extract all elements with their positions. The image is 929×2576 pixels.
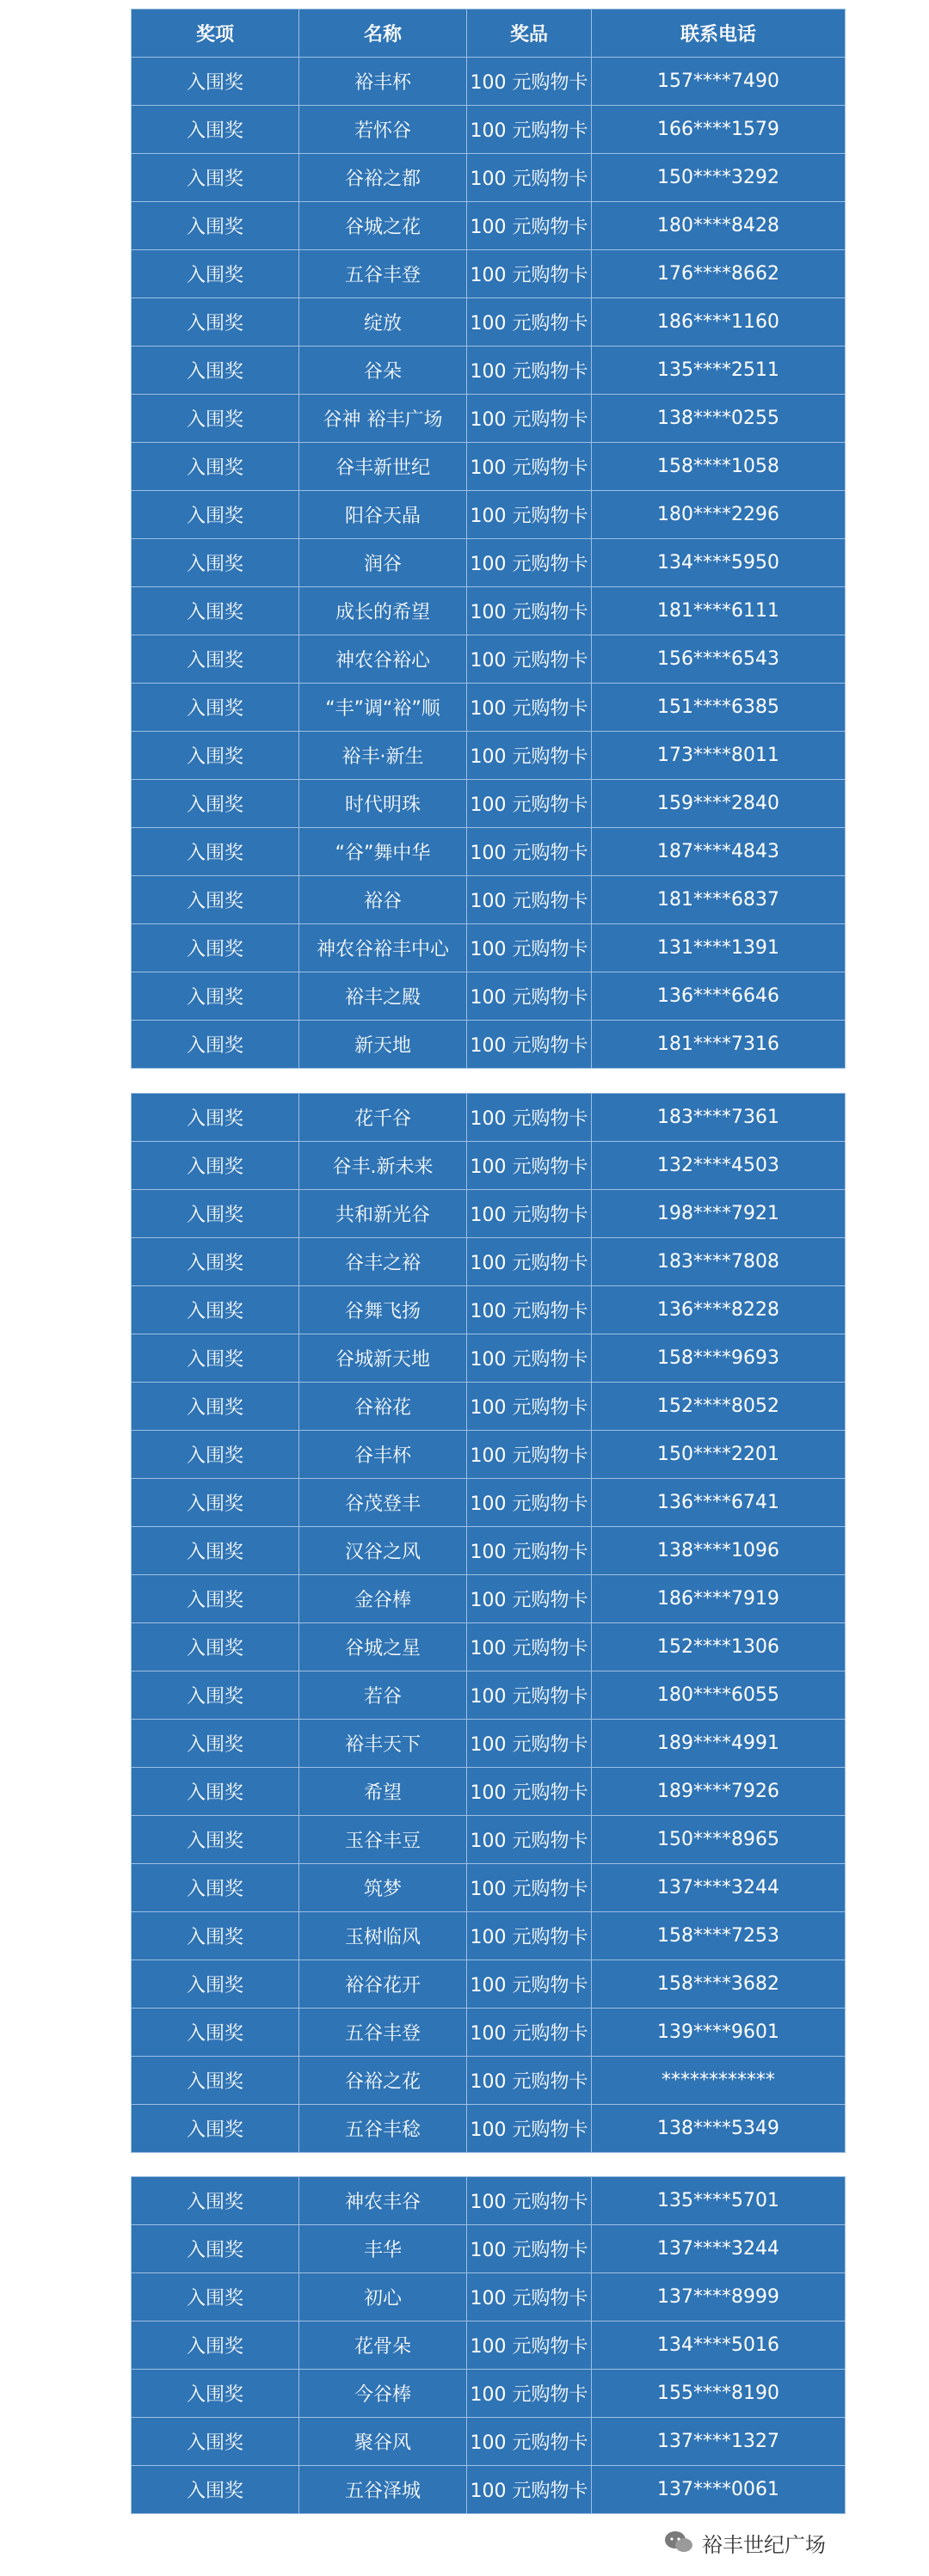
phone-cell: 150****3292 <box>592 154 846 202</box>
header-phone: 联系电话 <box>592 9 846 58</box>
name-cell: 裕丰天下 <box>299 1720 467 1768</box>
prize-cell: 100 元购物卡 <box>467 828 592 876</box>
name-cell: 聚谷风 <box>299 2418 467 2466</box>
name-cell: 谷丰新世纪 <box>299 443 467 491</box>
prize-cell: 100 元购物卡 <box>467 1527 592 1575</box>
phone-cell: 132****4503 <box>592 1142 846 1190</box>
award-cell: 入围奖 <box>132 1527 299 1575</box>
prize-cell: 100 元购物卡 <box>467 1334 592 1383</box>
phone-cell: 176****8662 <box>592 250 846 298</box>
award-cell: 入围奖 <box>132 1190 299 1238</box>
prize-cell: 100 元购物卡 <box>467 1671 592 1720</box>
prize-cell: 100 元购物卡 <box>467 154 592 202</box>
prize-cell: 100 元购物卡 <box>467 539 592 587</box>
table-row <box>132 1021 846 1069</box>
name-cell: 若怀谷 <box>299 106 467 154</box>
prize-cell: 100 元购物卡 <box>467 1479 592 1527</box>
prize-cell: 100 元购物卡 <box>467 2225 592 2273</box>
name-cell: 初心 <box>299 2273 467 2321</box>
prize-cell: 100 元购物卡 <box>467 1720 592 1768</box>
award-cell: 入围奖 <box>132 2177 299 2225</box>
award-cell: 入围奖 <box>132 1623 299 1671</box>
phone-cell: 180****8428 <box>592 202 846 250</box>
name-cell: 花千谷 <box>299 1094 467 1142</box>
table-row <box>132 106 846 154</box>
award-cell: 入围奖 <box>132 2273 299 2321</box>
award-cell: 入围奖 <box>132 58 299 106</box>
prize-cell: 100 元购物卡 <box>467 58 592 106</box>
table-row <box>132 2418 846 2466</box>
name-cell: 谷城之星 <box>299 1623 467 1671</box>
table-row <box>132 587 846 635</box>
phone-cell: 181****6837 <box>592 876 846 924</box>
table-row <box>132 924 846 972</box>
prize-cell: 100 元购物卡 <box>467 2105 592 2153</box>
phone-cell: 186****1160 <box>592 298 846 347</box>
table-row <box>132 972 846 1021</box>
phone-cell: 158****1058 <box>592 443 846 491</box>
name-cell: “谷”舞中华 <box>299 828 467 876</box>
award-cell: 入围奖 <box>132 250 299 298</box>
name-cell: 谷城之花 <box>299 202 467 250</box>
phone-cell: 137****3244 <box>592 2225 846 2273</box>
prize-cell: 100 元购物卡 <box>467 395 592 443</box>
award-cell: 入围奖 <box>132 1021 299 1069</box>
name-cell: 五谷泽城 <box>299 2466 467 2514</box>
table-row <box>132 443 846 491</box>
phone-cell: 183****7361 <box>592 1094 846 1142</box>
phone-cell: 138****0255 <box>592 395 846 443</box>
prize-cell: 100 元购物卡 <box>467 780 592 828</box>
name-cell: 五谷丰稔 <box>299 2105 467 2153</box>
award-cell: 入围奖 <box>132 876 299 924</box>
award-cell: 入围奖 <box>132 1094 299 1142</box>
table-row <box>132 1094 846 1142</box>
phone-cell: 136****6646 <box>592 972 846 1021</box>
phone-cell: 131****1391 <box>592 924 846 972</box>
prize-cell: 100 元购物卡 <box>467 1575 592 1623</box>
award-cell: 入围奖 <box>132 1575 299 1623</box>
phone-cell: 181****6111 <box>592 587 846 635</box>
prize-cell: 100 元购物卡 <box>467 1286 592 1334</box>
table-body <box>132 2177 846 2514</box>
table-row <box>132 1286 846 1334</box>
award-cell: 入围奖 <box>132 1864 299 1912</box>
phone-cell: 136****6741 <box>592 1479 846 1527</box>
award-cell: 入围奖 <box>132 1142 299 1190</box>
award-cell: 入围奖 <box>132 684 299 732</box>
prize-cell: 100 元购物卡 <box>467 1094 592 1142</box>
name-cell: 花骨朵 <box>299 2321 467 2370</box>
phone-cell: 134****5016 <box>592 2321 846 2370</box>
name-cell: 谷城新天地 <box>299 1334 467 1383</box>
table-row <box>132 539 846 587</box>
name-cell: 裕谷 <box>299 876 467 924</box>
prize-cell: 100 元购物卡 <box>467 1912 592 1960</box>
prize-cell: 100 元购物卡 <box>467 2009 592 2057</box>
table-row <box>132 635 846 684</box>
phone-cell: 137****8999 <box>592 2273 846 2321</box>
table-row <box>132 1720 846 1768</box>
name-cell: 若谷 <box>299 1671 467 1720</box>
prize-cell: 100 元购物卡 <box>467 2321 592 2370</box>
prize-cell: 100 元购物卡 <box>467 972 592 1021</box>
prize-cell: 100 元购物卡 <box>467 347 592 395</box>
award-cell: 入围奖 <box>132 347 299 395</box>
name-cell: 共和新光谷 <box>299 1190 467 1238</box>
phone-cell: 137****0061 <box>592 2466 846 2514</box>
table-row <box>132 1575 846 1623</box>
table-row <box>132 1190 846 1238</box>
phone-cell: 166****1579 <box>592 106 846 154</box>
watermark-text: 裕丰世纪广场 <box>702 2532 826 2557</box>
award-cell: 入围奖 <box>132 2370 299 2418</box>
table-header <box>132 9 846 58</box>
table-row <box>132 2321 846 2370</box>
award-cell: 入围奖 <box>132 780 299 828</box>
prize-cell: 100 元购物卡 <box>467 2273 592 2321</box>
table-row <box>132 202 846 250</box>
prize-cell: 100 元购物卡 <box>467 250 592 298</box>
table-body <box>132 58 846 1069</box>
phone-cell: 137****3244 <box>592 1864 846 1912</box>
award-cell: 入围奖 <box>132 491 299 539</box>
phone-cell: 150****8965 <box>592 1816 846 1864</box>
phone-cell: 187****4843 <box>592 828 846 876</box>
prize-cell: 100 元购物卡 <box>467 587 592 635</box>
table-row <box>132 298 846 347</box>
award-cell: 入围奖 <box>132 1334 299 1383</box>
table-row <box>132 1142 846 1190</box>
table-row <box>132 1864 846 1912</box>
phone-cell: 158****9693 <box>592 1334 846 1383</box>
prize-cell: 100 元购物卡 <box>467 2418 592 2466</box>
phone-cell: 138****1096 <box>592 1527 846 1575</box>
prize-cell: 100 元购物卡 <box>467 202 592 250</box>
table-row <box>132 58 846 106</box>
award-cell: 入围奖 <box>132 635 299 684</box>
name-cell: 汉谷之风 <box>299 1527 467 1575</box>
table-row <box>132 2225 846 2273</box>
table-row <box>132 732 846 780</box>
prize-cell: 100 元购物卡 <box>467 1431 592 1479</box>
award-cell: 入围奖 <box>132 1431 299 1479</box>
prize-cell: 100 元购物卡 <box>467 635 592 684</box>
name-cell: 新天地 <box>299 1021 467 1069</box>
table-row <box>132 2057 846 2105</box>
phone-cell: 151****6385 <box>592 684 846 732</box>
award-table-1 <box>131 9 846 1069</box>
prize-cell: 100 元购物卡 <box>467 1864 592 1912</box>
table-row <box>132 2177 846 2225</box>
award-cell: 入围奖 <box>132 2057 299 2105</box>
table-row <box>132 1527 846 1575</box>
phone-cell: 137****1327 <box>592 2418 846 2466</box>
name-cell: 神农谷裕心 <box>299 635 467 684</box>
name-cell: 丰华 <box>299 2225 467 2273</box>
prize-cell: 100 元购物卡 <box>467 1768 592 1816</box>
phone-cell: 159****2840 <box>592 780 846 828</box>
name-cell: 谷丰杯 <box>299 1431 467 1479</box>
prize-cell: 100 元购物卡 <box>467 491 592 539</box>
phone-cell: 155****8190 <box>592 2370 846 2418</box>
name-cell: 玉树临风 <box>299 1912 467 1960</box>
prize-cell: 100 元购物卡 <box>467 924 592 972</box>
phone-cell: 135****2511 <box>592 347 846 395</box>
award-table-3 <box>131 2176 846 2514</box>
table-row <box>132 1816 846 1864</box>
name-cell: 玉谷丰豆 <box>299 1816 467 1864</box>
phone-cell: 189****4991 <box>592 1720 846 1768</box>
table-body <box>132 1094 846 2153</box>
table-row <box>132 1768 846 1816</box>
table-row <box>132 2273 846 2321</box>
prize-cell: 100 元购物卡 <box>467 1021 592 1069</box>
award-cell: 入围奖 <box>132 1816 299 1864</box>
award-cell: 入围奖 <box>132 1960 299 2009</box>
table-row <box>132 780 846 828</box>
award-cell: 入围奖 <box>132 1912 299 1960</box>
phone-cell: 152****1306 <box>592 1623 846 1671</box>
prize-cell: 100 元购物卡 <box>467 443 592 491</box>
table-row <box>132 684 846 732</box>
award-cell: 入围奖 <box>132 1671 299 1720</box>
award-cell: 入围奖 <box>132 2466 299 2514</box>
phone-cell: 157****7490 <box>592 58 846 106</box>
phone-cell: 134****5950 <box>592 539 846 587</box>
phone-cell: 180****6055 <box>592 1671 846 1720</box>
award-cell: 入围奖 <box>132 443 299 491</box>
prize-cell: 100 元购物卡 <box>467 1142 592 1190</box>
name-cell: 裕丰之殿 <box>299 972 467 1021</box>
award-table-2 <box>131 1093 846 2153</box>
table-row <box>132 1238 846 1286</box>
prize-cell: 100 元购物卡 <box>467 1238 592 1286</box>
prize-cell: 100 元购物卡 <box>467 1623 592 1671</box>
award-cell: 入围奖 <box>132 828 299 876</box>
award-cell: 入围奖 <box>132 2418 299 2466</box>
header-prize: 奖品 <box>467 9 592 58</box>
phone-cell: 136****8228 <box>592 1286 846 1334</box>
prize-cell: 100 元购物卡 <box>467 2177 592 2225</box>
name-cell: 裕丰·新生 <box>299 732 467 780</box>
table-row <box>132 2105 846 2153</box>
name-cell: 谷神 裕丰广场 <box>299 395 467 443</box>
award-cell: 入围奖 <box>132 1768 299 1816</box>
name-cell: “丰”调“裕”顺 <box>299 684 467 732</box>
award-cell: 入围奖 <box>132 2105 299 2153</box>
phone-cell: 181****7316 <box>592 1021 846 1069</box>
phone-cell: 139****9601 <box>592 2009 846 2057</box>
award-cell: 入围奖 <box>132 154 299 202</box>
phone-cell: 135****5701 <box>592 2177 846 2225</box>
name-cell: 神农丰谷 <box>299 2177 467 2225</box>
award-cell: 入围奖 <box>132 298 299 347</box>
table-row <box>132 1912 846 1960</box>
award-cell: 入围奖 <box>132 2225 299 2273</box>
prize-cell: 100 元购物卡 <box>467 1960 592 2009</box>
table-row <box>132 395 846 443</box>
header-name: 名称 <box>299 9 467 58</box>
table-row <box>132 1623 846 1671</box>
table-row <box>132 1479 846 1527</box>
phone-cell: 156****6543 <box>592 635 846 684</box>
award-cell: 入围奖 <box>132 972 299 1021</box>
prize-cell: 100 元购物卡 <box>467 106 592 154</box>
table-row <box>132 1960 846 2009</box>
table-row <box>132 2466 846 2514</box>
award-cell: 入围奖 <box>132 1383 299 1431</box>
award-cell: 入围奖 <box>132 732 299 780</box>
table-row <box>132 2370 846 2418</box>
prize-cell: 100 元购物卡 <box>467 2370 592 2418</box>
name-cell: 润谷 <box>299 539 467 587</box>
table-row <box>132 1431 846 1479</box>
phone-cell: 158****3682 <box>592 1960 846 2009</box>
watermark <box>657 2524 896 2561</box>
table-row <box>132 347 846 395</box>
prize-cell: 100 元购物卡 <box>467 684 592 732</box>
name-cell: 谷丰.新未来 <box>299 1142 467 1190</box>
name-cell: 筑梦 <box>299 1864 467 1912</box>
name-cell: 谷裕之都 <box>299 154 467 202</box>
name-cell: 成长的希望 <box>299 587 467 635</box>
prize-cell: 100 元购物卡 <box>467 732 592 780</box>
name-cell: 谷茂登丰 <box>299 1479 467 1527</box>
name-cell: 绽放 <box>299 298 467 347</box>
award-cell: 入围奖 <box>132 1479 299 1527</box>
phone-cell: ************ <box>592 2057 846 2105</box>
phone-cell: 186****7919 <box>592 1575 846 1623</box>
name-cell: 谷舞飞扬 <box>299 1286 467 1334</box>
prize-cell: 100 元购物卡 <box>467 2466 592 2514</box>
phone-cell: 138****5349 <box>592 2105 846 2153</box>
award-cell: 入围奖 <box>132 539 299 587</box>
table-row <box>132 154 846 202</box>
prize-cell: 100 元购物卡 <box>467 1383 592 1431</box>
name-cell: 谷裕之花 <box>299 2057 467 2105</box>
award-cell: 入围奖 <box>132 924 299 972</box>
table-row <box>132 876 846 924</box>
phone-cell: 152****8052 <box>592 1383 846 1431</box>
phone-cell: 189****7926 <box>592 1768 846 1816</box>
name-cell: 五谷丰登 <box>299 250 467 298</box>
name-cell: 金谷棒 <box>299 1575 467 1623</box>
award-cell: 入围奖 <box>132 1286 299 1334</box>
phone-cell: 198****7921 <box>592 1190 846 1238</box>
prize-cell: 100 元购物卡 <box>467 1816 592 1864</box>
phone-cell: 183****7808 <box>592 1238 846 1286</box>
header-award: 奖项 <box>132 9 299 58</box>
name-cell: 裕丰杯 <box>299 58 467 106</box>
award-cell: 入围奖 <box>132 587 299 635</box>
award-cell: 入围奖 <box>132 2009 299 2057</box>
name-cell: 希望 <box>299 1768 467 1816</box>
name-cell: 神农谷裕丰中心 <box>299 924 467 972</box>
award-cell: 入围奖 <box>132 106 299 154</box>
table-row <box>132 1383 846 1431</box>
wechat-official-account-icon <box>664 2530 693 2555</box>
name-cell: 阳谷天晶 <box>299 491 467 539</box>
award-cell: 入围奖 <box>132 202 299 250</box>
prize-cell: 100 元购物卡 <box>467 298 592 347</box>
phone-cell: 150****2201 <box>592 1431 846 1479</box>
name-cell: 谷丰之裕 <box>299 1238 467 1286</box>
table-row <box>132 1334 846 1383</box>
phone-cell: 158****7253 <box>592 1912 846 1960</box>
name-cell: 五谷丰登 <box>299 2009 467 2057</box>
prize-cell: 100 元购物卡 <box>467 1190 592 1238</box>
table-row <box>132 828 846 876</box>
table-row <box>132 250 846 298</box>
award-cell: 入围奖 <box>132 395 299 443</box>
table-row <box>132 2009 846 2057</box>
prize-cell: 100 元购物卡 <box>467 2057 592 2105</box>
name-cell: 谷裕花 <box>299 1383 467 1431</box>
name-cell: 今谷棒 <box>299 2370 467 2418</box>
phone-cell: 173****8011 <box>592 732 846 780</box>
table-row <box>132 1671 846 1720</box>
prize-cell: 100 元购物卡 <box>467 876 592 924</box>
name-cell: 裕谷花开 <box>299 1960 467 2009</box>
award-cell: 入围奖 <box>132 1238 299 1286</box>
name-cell: 谷朵 <box>299 347 467 395</box>
name-cell: 时代明珠 <box>299 780 467 828</box>
award-cell: 入围奖 <box>132 2321 299 2370</box>
phone-cell: 180****2296 <box>592 491 846 539</box>
award-cell: 入围奖 <box>132 1720 299 1768</box>
table-row <box>132 491 846 539</box>
